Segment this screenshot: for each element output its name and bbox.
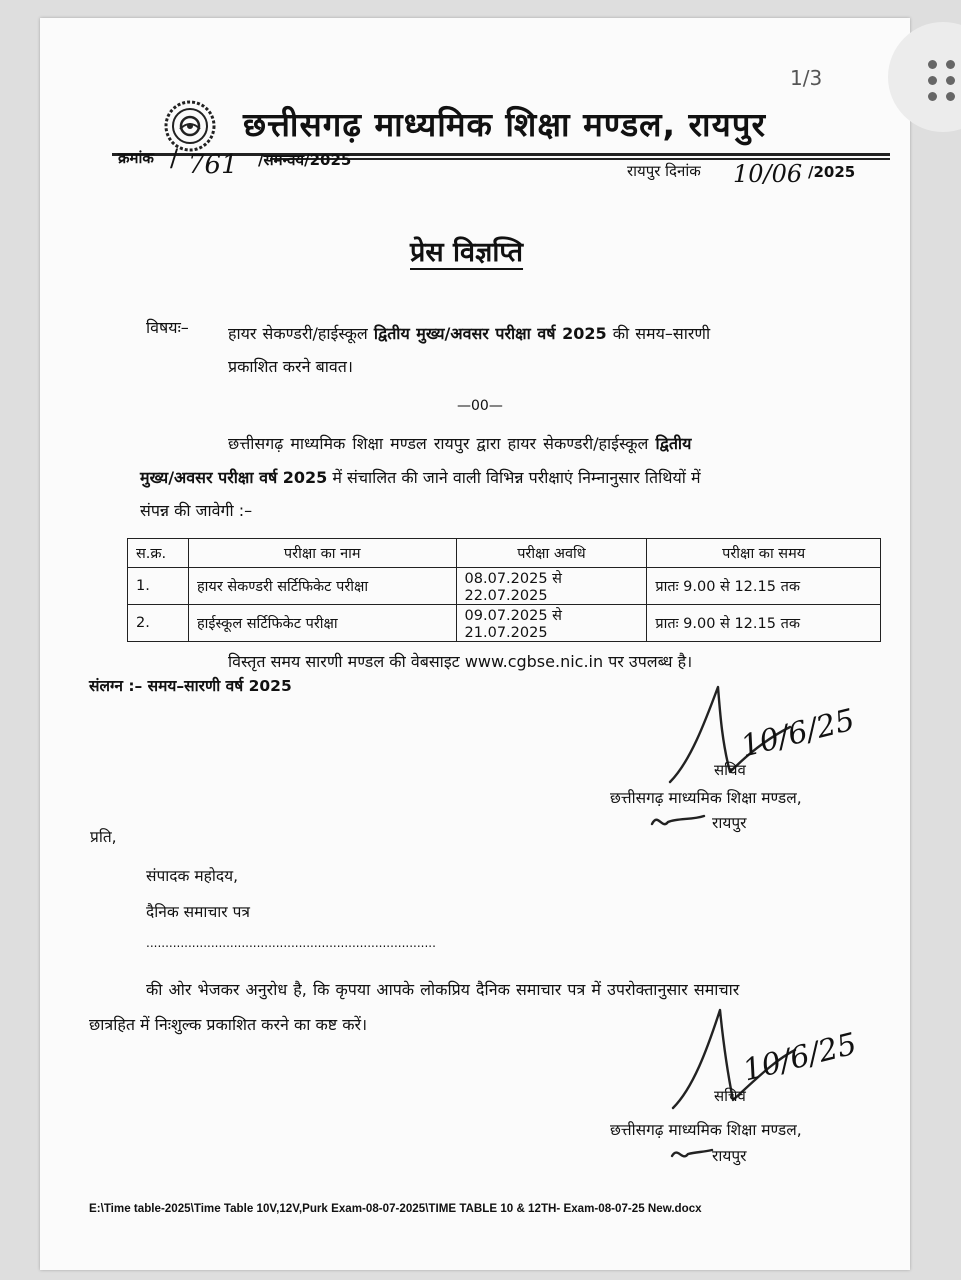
recipient-prati: प्रति, <box>90 828 117 846</box>
row-serial: 1. <box>128 568 189 605</box>
press-release-title: प्रेस विज्ञप्ति <box>410 237 524 268</box>
exam-schedule-table <box>127 538 881 642</box>
request-line-2: छात्रहित में निःशुल्क प्रकाशित करने का कष्ट करें। <box>89 1015 368 1034</box>
header-exam-name: परीक्षा का नाम <box>188 539 456 568</box>
website-note: विस्तृत समय सारणी मण्डल की वेबसाइट www.cgbse.nic.in पर उपलब्ध है। <box>228 652 693 671</box>
row-exam-name: हायर सेकण्डरी सर्टिफिकेट परीक्षा <box>188 568 456 605</box>
date-handwritten: 10/06 <box>733 160 803 188</box>
ref-slash: / <box>170 144 179 172</box>
subject-text: हायर सेकण्डरी/हाईस्कूल <box>228 324 374 343</box>
recipient-blank-line: ............................................................................ <box>146 936 436 950</box>
signature-2-org: छत्तीसगढ़ माध्यमिक शिक्षा मण्डल, <box>610 1121 802 1139</box>
signature-2-city: रायपुर <box>712 1147 747 1165</box>
table-row <box>128 605 881 642</box>
subject-line-1 <box>228 322 710 344</box>
signature-2-designation: सचिव <box>714 1087 746 1105</box>
signature-1-org: छत्तीसगढ़ माध्यमिक शिक्षा मण्डल, <box>610 789 802 807</box>
body-line-1-bold: द्वितीय <box>655 434 692 453</box>
ref-suffix: /समन्वय/2025 <box>258 151 352 169</box>
table-header-row <box>128 539 881 568</box>
subject-label: विषयः– <box>146 318 189 337</box>
enclosure-note: संलग्न :– समय–सारणी वर्ष 2025 <box>89 677 292 695</box>
subject-line-2: प्रकाशित करने बावत। <box>228 357 353 376</box>
ref-label: क्रमांक <box>118 149 154 167</box>
row-exam-period: 09.07.2025 से 21.07.2025 <box>456 605 647 642</box>
signature-1-date: 10/6/25 <box>737 702 859 765</box>
row-exam-name: हाईस्कूल सर्टिफिकेट परीक्षा <box>188 605 456 642</box>
subject-exam: द्वितीय मुख्य/अवसर परीक्षा वर्ष 2025 <box>373 324 607 343</box>
body-line-1 <box>228 432 691 454</box>
body-line-3: संपन्न की जावेगी :– <box>140 501 253 520</box>
header-exam-time: परीक्षा का समय <box>647 539 881 568</box>
recipient-line-2: दैनिक समाचार पत्र <box>146 903 250 921</box>
body-line-1-text: छत्तीसगढ़ माध्यमिक शिक्षा मण्डल रायपुर द्वारा हायर सेकण्डरी/हाईस्कूल <box>228 434 656 453</box>
header-exam-period: परीक्षा अवधि <box>456 539 647 568</box>
body-exam-year: मुख्य/अवसर परीक्षा वर्ष 2025 <box>140 468 328 487</box>
separator-mark: —00— <box>457 398 503 414</box>
subject-timetable: की समय–सारणी <box>606 324 711 343</box>
row-serial: 2. <box>128 605 189 642</box>
footer-file-path: E:\Time table-2025\Time Table 10V,12V,Purk Exam-08-07-2025\TIME TABLE 10 & 12TH- Exam-08-07-25 New.docx <box>89 1202 702 1215</box>
table-row <box>128 568 881 605</box>
date-year: /2025 <box>808 163 856 181</box>
header-serial: स.क्र. <box>128 539 189 568</box>
board-name-heading: छत्तीसगढ़ माध्यमिक शिक्षा मण्डल, रायपुर <box>243 105 766 144</box>
body-line-2 <box>140 466 701 488</box>
signature-2-date: 10/6/25 <box>739 1026 861 1089</box>
ref-number-handwritten: 761 <box>188 150 238 180</box>
request-line-1: की ओर भेजकर अनुरोध है, कि कृपया आपके लोकप्रिय दैनिक समाचार पत्र में उपरोक्तानुसार समाचार <box>146 980 740 999</box>
recipient-line-1: संपादक महोदय, <box>146 867 239 885</box>
initial-scribble-2 <box>668 1142 714 1164</box>
grid-menu-icon[interactable] <box>928 60 956 104</box>
date-label: रायपुर दिनांक <box>627 162 701 180</box>
initial-scribble-1 <box>648 808 706 832</box>
body-line-2-text: में संचालित की जाने वाली विभिन्न परीक्षाएं निम्नानुसार तिथियों में <box>327 468 701 487</box>
row-exam-time: प्रातः 9.00 से 12.15 तक <box>647 605 881 642</box>
row-exam-time: प्रातः 9.00 से 12.15 तक <box>647 568 881 605</box>
page-indicator: 1/3 <box>790 66 823 90</box>
signature-1-city: रायपुर <box>712 814 747 832</box>
row-exam-period: 08.07.2025 से 22.07.2025 <box>456 568 647 605</box>
signature-1-designation: सचिव <box>714 761 746 779</box>
